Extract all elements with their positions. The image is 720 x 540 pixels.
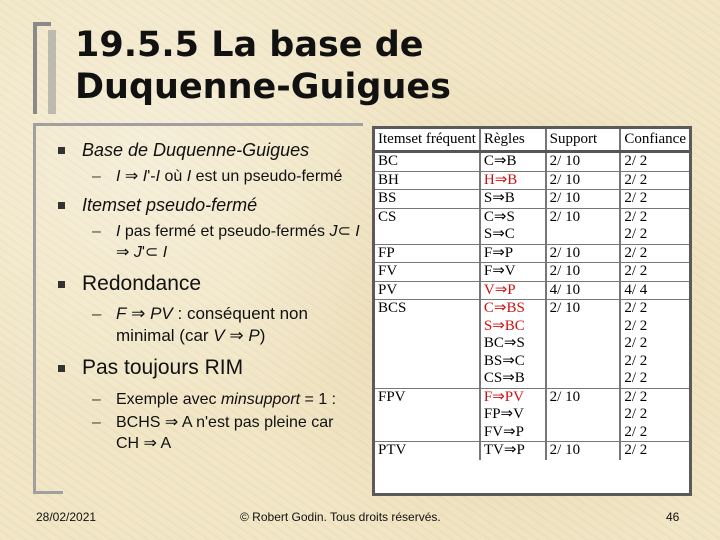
bullet-itemset-pseudo-ferme	[58, 193, 368, 217]
itemset-cell: BH	[375, 171, 480, 190]
table-row	[375, 208, 689, 226]
table-body	[375, 152, 689, 460]
bullet-redondance	[58, 271, 368, 297]
table-row	[375, 388, 689, 406]
rule-cell: FP⇒V	[480, 406, 546, 424]
header-confiance: Confiance	[620, 129, 689, 152]
rule-cell: BC⇒S	[480, 335, 546, 353]
table-header-row	[375, 129, 689, 152]
confidence-cell: 2/ 2	[624, 406, 648, 422]
support-cell: 2/ 10	[546, 244, 621, 263]
bullet-text: Pas toujours RIM	[82, 356, 244, 379]
rule-cell: BS⇒C	[480, 353, 546, 371]
table-row	[375, 353, 689, 371]
itemset-cell: FPV	[375, 388, 480, 406]
table-row	[375, 190, 689, 209]
confidence-cell: 2/ 2	[624, 226, 648, 242]
itemset-cell: FV	[375, 263, 480, 282]
confidence-cell: 2/ 2	[624, 352, 648, 369]
confidence-cell: 2/ 2	[620, 244, 689, 263]
sub-bullet-rule	[58, 166, 368, 187]
itemset-cell: BS	[375, 190, 480, 209]
itemset-cell	[375, 406, 480, 424]
support-cell	[546, 353, 621, 371]
header-regles: Règles	[480, 129, 546, 152]
confidence-cell: 2/ 2	[624, 317, 648, 334]
table-row	[375, 406, 689, 424]
itemset-cell	[375, 353, 480, 371]
sub-bullet-text: F ⇒ PV : conséquent non minimal (car V ⇒ P)	[116, 304, 308, 345]
support-cell: 2/ 10	[546, 152, 621, 172]
rule-cell: S⇒BC	[480, 318, 546, 336]
dash-icon: –	[92, 304, 102, 323]
itemset-cell: FP	[375, 244, 480, 263]
header-itemset: Itemset fréquent	[375, 129, 480, 152]
itemset-cell	[375, 335, 480, 353]
bullet-list	[58, 138, 368, 454]
rule-cell: C⇒S	[480, 208, 546, 226]
sub-bullet-example	[58, 389, 356, 410]
page-number: 46	[666, 510, 680, 524]
confidence-cell: 2/ 2	[620, 171, 689, 190]
support-cell	[546, 370, 621, 388]
rule-cell: V⇒P	[480, 281, 546, 300]
rule-cell: S⇒B	[480, 190, 546, 209]
table-row	[375, 226, 689, 244]
confidence-cell: 2/ 2	[620, 442, 689, 460]
title-line-1: 19.5.5 La base de	[75, 25, 424, 65]
sub-bullet-bchs	[58, 412, 356, 454]
footer-date: 28/02/2021	[36, 510, 97, 524]
sub-bullet-text: Exemple avec minsupport = 1 :	[116, 391, 337, 408]
bullet-square-icon	[58, 281, 65, 288]
rule-cell: F⇒P	[480, 244, 546, 263]
support-cell: 2/ 10	[546, 190, 621, 209]
support-cell: 2/ 10	[546, 263, 621, 282]
table-row	[375, 152, 689, 172]
rule-cell: H⇒B	[480, 171, 546, 190]
bullet-text: Base de Duquenne-Guigues	[82, 140, 310, 160]
decorative-bar	[48, 30, 56, 114]
itemset-cell: PTV	[375, 442, 480, 460]
support-cell	[546, 226, 621, 244]
rule-cell: FV⇒P	[480, 424, 546, 442]
table-row	[375, 335, 689, 353]
table-row	[375, 424, 689, 442]
title-line-2: Duquenne-Guigues	[75, 67, 451, 107]
bullet-base-duquenne	[58, 138, 368, 162]
sub-bullet-text: BCHS ⇒ A n'est pas pleine car CH ⇒ A	[116, 414, 334, 452]
confidence-cell: 2/ 2	[620, 388, 689, 406]
confidence-cell: 4/ 4	[620, 281, 689, 300]
bullet-square-icon	[58, 147, 65, 154]
confidence-cell: 2/ 2	[624, 335, 648, 351]
itemset-cell: CS	[375, 208, 480, 226]
itemset-cell	[375, 370, 480, 388]
itemset-cell	[375, 318, 480, 336]
confidence-cell: 2/ 2	[620, 263, 689, 282]
bullet-text: Redondance	[82, 272, 202, 295]
support-cell: 4/ 10	[546, 281, 621, 300]
dash-icon: –	[92, 391, 101, 408]
rule-cell: C⇒B	[480, 152, 546, 172]
confidence-cell: 2/ 2	[620, 190, 689, 209]
support-cell: 2/ 10	[546, 388, 621, 406]
rules-table	[372, 126, 692, 496]
support-cell	[546, 335, 621, 353]
rule-cell: S⇒C	[480, 226, 546, 244]
rule-cell: F⇒V	[480, 263, 546, 282]
table-row	[375, 171, 689, 190]
itemset-cell: BCS	[375, 300, 480, 318]
support-cell: 2/ 10	[546, 442, 621, 460]
bullet-square-icon	[58, 202, 65, 209]
support-cell: 2/ 10	[546, 300, 621, 318]
table-row	[375, 263, 689, 282]
itemset-cell	[375, 226, 480, 244]
dash-icon: –	[92, 168, 101, 185]
table-row	[375, 318, 689, 336]
sub-bullet-redondance	[58, 303, 368, 347]
sub-bullet-text: I ⇒ I'-I où I est un pseudo-fermé	[116, 168, 343, 185]
table-row	[375, 300, 689, 318]
slide-title	[75, 24, 451, 108]
support-cell: 2/ 10	[546, 171, 621, 190]
confidence-cell: 2/ 2	[624, 370, 648, 386]
support-cell: 2/ 10	[546, 208, 621, 226]
itemset-cell	[375, 424, 480, 442]
support-cell	[546, 406, 621, 424]
rule-cell: CS⇒B	[480, 370, 546, 388]
rule-cell: F⇒PV	[480, 388, 546, 406]
rule-cell: TV⇒P	[480, 442, 546, 460]
rule-cell: C⇒BS	[480, 300, 546, 318]
confidence-cell: 2/ 2	[624, 423, 648, 440]
confidence-cell: 2/ 2	[620, 300, 689, 318]
table-row	[375, 244, 689, 263]
sub-bullet-text: I pas fermé et pseudo-fermés J⊂ I ⇒ J'⊂ I	[116, 223, 360, 261]
table-row	[375, 442, 689, 460]
confidence-cell: 2/ 2	[620, 208, 689, 226]
footer-copyright: © Robert Godin. Tous droits réservés.	[240, 510, 441, 524]
itemset-cell: BC	[375, 152, 480, 172]
table-row	[375, 370, 689, 388]
support-cell	[546, 318, 621, 336]
support-cell	[546, 424, 621, 442]
decorative-divider	[33, 123, 363, 126]
dash-icon: –	[92, 223, 101, 240]
bullet-pas-toujours-rim	[58, 355, 368, 381]
table-row	[375, 281, 689, 300]
dash-icon: –	[92, 414, 101, 431]
itemset-cell: PV	[375, 281, 480, 300]
bullet-square-icon	[58, 365, 65, 372]
bullet-text: Itemset pseudo-fermé	[82, 195, 258, 215]
confidence-cell: 2/ 2	[624, 153, 648, 169]
sub-bullet-definition	[58, 221, 368, 263]
header-support: Support	[546, 129, 621, 152]
